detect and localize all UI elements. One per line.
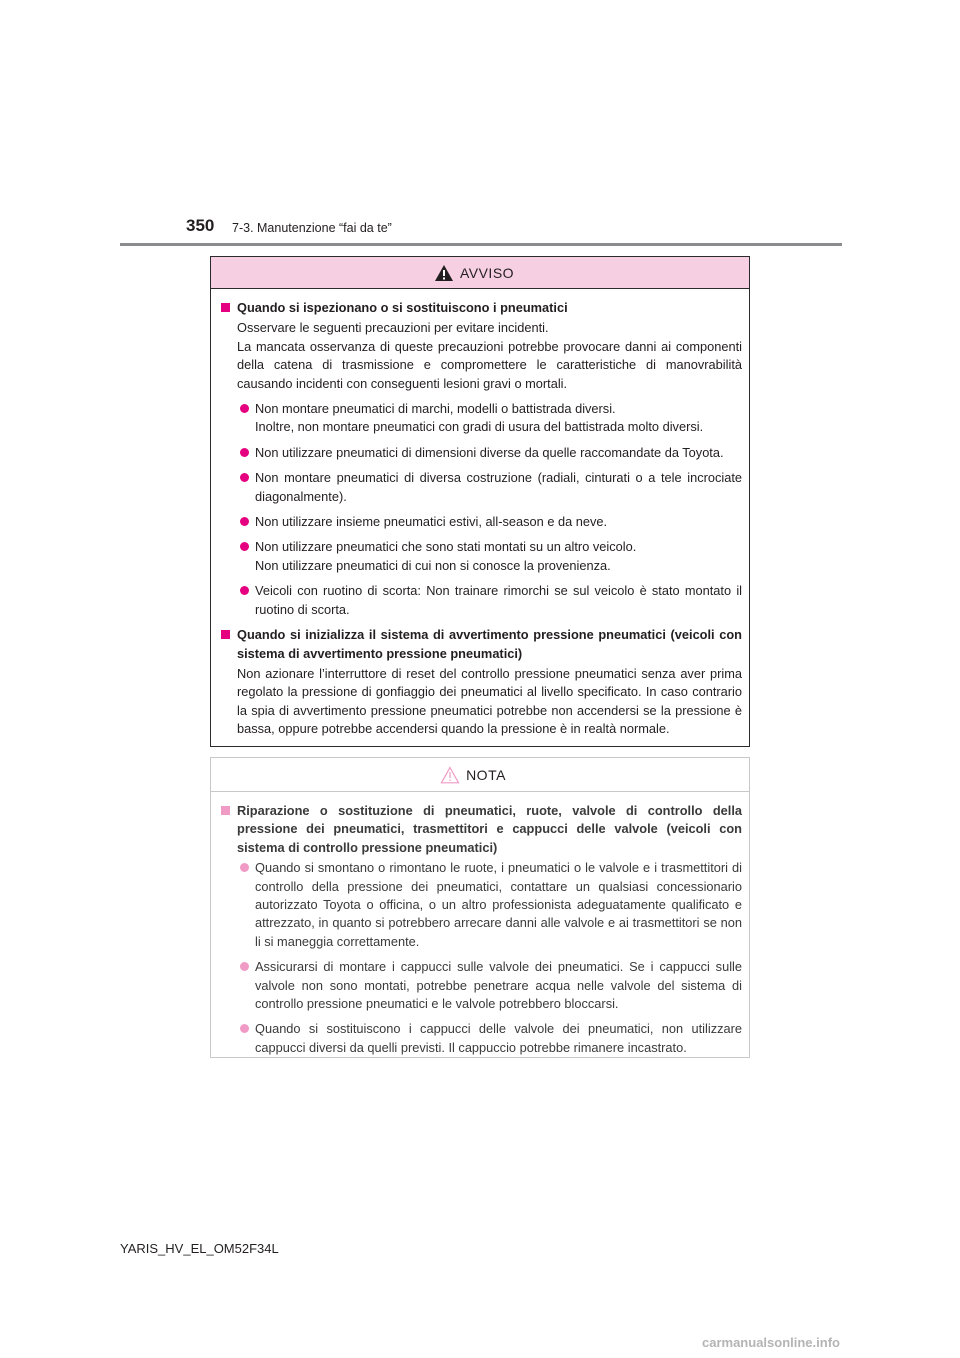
bullet-line: Non montare pneumatici di diversa costruzione (radiali, cinturati o a tele incrociate diagonalmente). (255, 470, 742, 504)
warning-box (210, 256, 750, 747)
bullet-line: Quando si sostituiscono i cappucci delle valvole dei pneumatici, non utilizzare cappucci diversi da quelli previsti. Il cappuccio potrebbe rimanere incastrato. (255, 1021, 742, 1055)
note-title: NOTA (466, 766, 506, 783)
paragraph-line: Osservare le seguenti precauzioni per evitare incidenti. (237, 320, 549, 336)
warning-bullet (221, 582, 742, 619)
bullet-line: Non montare pneumatici di marchi, modelli o battistrada diversi. (255, 401, 616, 417)
round-bullet-icon (240, 404, 249, 413)
watermark: carmanualsonline.info (702, 1335, 840, 1350)
warning-heading-text: Quando si ispezionano o si sostituiscono i pneumatici (237, 300, 568, 315)
round-bullet-icon (240, 586, 249, 595)
bullet-line: Veicoli con ruotino di scorta: Non trainare rimorchi se sul veicolo è stato montato il ruotino di scorta. (255, 583, 742, 617)
paragraph-line: La mancata osservanza di queste precauzioni potrebbe provocare danni ai componenti della catena di trasmissione e compromettere le caratteristiche di manovrabilità causando incidenti con conseguenti lesioni gravi o mortali. (237, 338, 742, 391)
bullet-line: Non utilizzare insieme pneumatici estivi, all-season e da neve. (255, 514, 608, 530)
header-rule (120, 243, 842, 246)
warning-bullet (221, 469, 742, 506)
warning-heading-text: Quando si inizializza il sistema di avvertimento pressione pneumatici (veicoli con sistema di avvertimento pressione pneumatici) (237, 627, 742, 661)
warning-box-header (211, 257, 749, 289)
square-bullet-icon (221, 630, 230, 639)
bullet-line: Non utilizzare pneumatici di dimensioni diverse da quelle raccomandate da Toyota. (255, 444, 724, 460)
round-bullet-icon (240, 863, 249, 872)
warning-bullet (221, 444, 742, 462)
note-box (210, 757, 750, 1058)
round-bullet-icon (240, 517, 249, 526)
warning-bullet (221, 400, 742, 437)
warning-box-body (211, 289, 749, 739)
warning-heading (221, 626, 742, 663)
square-bullet-icon (221, 303, 230, 312)
warning-heading (221, 299, 742, 317)
note-box-body (211, 792, 749, 1057)
round-bullet-icon (240, 542, 249, 551)
bullet-line: Assicurarsi di montare i cappucci sulle valvole dei pneumatici. Se i cappucci sulle valvole non sono montati, potrebbe penetrare acqua nelle valvole del sistema di controllo pressione pneumatici e le valvole potrebbero bloccarsi. (255, 959, 742, 1012)
caution-triangle-icon (440, 766, 460, 784)
note-heading (221, 802, 742, 857)
warning-paragraph (221, 319, 742, 393)
bullet-line: Non utilizzare pneumatici che sono stati montati su un altro veicolo. (255, 539, 637, 555)
bullet-line: Quando si smontano o rimontano le ruote, i pneumatici o le valvole e i trasmettitori di controllo della pressione dei pneumatici, contattare un qualsiasi concessionario autorizzato Toyota o officina, o un altro professionista adeguatamente qualificato e attrezzato, in quanto si potrebbero arrecare danni alle valvole e ai trasmettitori se non li si maneggia correttamente. (255, 860, 742, 949)
round-bullet-icon (240, 473, 249, 482)
round-bullet-icon (240, 1024, 249, 1033)
page-number: 350 (186, 216, 215, 235)
note-box-header (211, 758, 749, 792)
round-bullet-icon (240, 962, 249, 971)
bullet-line: Inoltre, non montare pneumatici con gradi di usura del battistrada molto diversi. (255, 419, 704, 435)
note-heading-text: Riparazione o sostituzione di pneumatici, ruote, valvole di controllo della pressione dei pneumatici, trasmettitori e cappucci delle valvole (veicoli con sistema di controllo pressione pneumatici) (237, 803, 742, 855)
warning-triangle-icon (434, 264, 454, 282)
paragraph-line: Non azionare l’interruttore di reset del controllo pressione pneumatici senza aver prima regolato la pressione di gonfiaggio dei pneumatici al livello specificato. In caso contrario la spia di avvertimento pressione pneumatici potrebbe non accendersi se la pressione è bassa, oppure potrebbe accendersi quando la pressione è in realtà normale. (237, 665, 742, 737)
warning-bullet (221, 513, 742, 531)
note-bullet (221, 1020, 742, 1057)
section-title: 7-3. Manutenzione “fai da te” (232, 221, 392, 235)
note-bullet (221, 958, 742, 1013)
note-bullet (221, 859, 742, 951)
warning-bullet (221, 538, 742, 575)
warning-paragraph (221, 665, 742, 739)
document-code: YARIS_HV_EL_OM52F34L (120, 1241, 279, 1256)
round-bullet-icon (240, 448, 249, 457)
warning-title: AVVISO (459, 264, 515, 281)
bullet-line: Non utilizzare pneumatici di cui non si conosce la provenienza. (255, 557, 611, 573)
square-bullet-icon (221, 806, 230, 815)
